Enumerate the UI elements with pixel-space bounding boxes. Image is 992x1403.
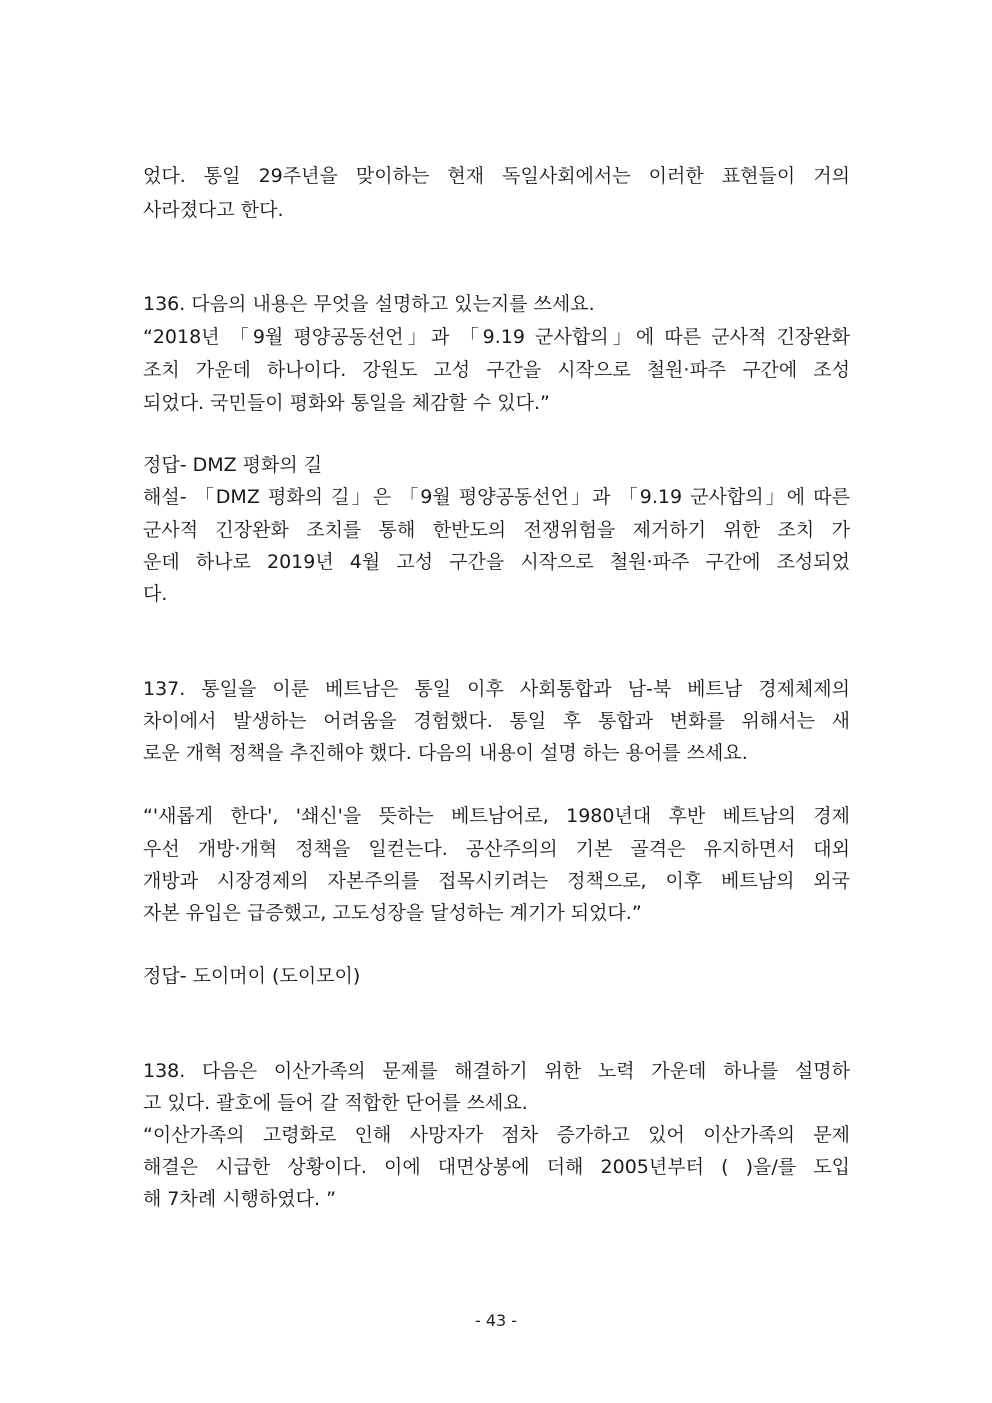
quote-138-line: 해 7차례 시행하였다. ” (143, 1188, 336, 1210)
intro-line: 었다. 통일 29주년을 맞이하는 현재 독일사회에서는 이러한 표현들이 거의 (143, 165, 850, 187)
answer-137: 정답- 도이머이 (도이모이) (143, 965, 361, 987)
quote-136-line: “2018년 「9월 평양공동선언」과 「9.19 군사합의」에 따른 군사적 긴장완화 (143, 326, 850, 348)
quote-138-line: “이산가족의 고령화로 인해 사망자가 점차 증가하고 있어 이산가족의 문제 (143, 1124, 850, 1146)
quote-137-line: 우선 개방·개혁 정책을 일컫는다. 공산주의의 기본 골격은 유지하면서 대외 (143, 838, 850, 860)
explanation-136-line: 다. (143, 583, 168, 605)
explanation-136-line: 군사적 긴장완화 조치를 통해 한반도의 전쟁위험을 제거하기 위한 조치 가 (143, 519, 850, 541)
quote-136-line: 되었다. 국민들이 평화와 통일을 체감할 수 있다.” (143, 392, 550, 414)
intro-line: 사라졌다고 한다. (143, 199, 284, 221)
question-137-line: 로운 개혁 정책을 추진해야 했다. 다음의 내용이 설명 하는 용어를 쓰세요. (143, 742, 748, 764)
question-137-line: 137. 통일을 이룬 베트남은 통일 이후 사회통합과 남-북 베트남 경제체제의 (143, 678, 850, 700)
explanation-136-line: 운데 하나로 2019년 4월 고성 구간을 시작으로 철원·파주 구간에 조성되었 (143, 551, 850, 573)
quote-137-line: 개방과 시장경제의 자본주의를 접목시키려는 정책으로, 이후 베트남의 외국 (143, 870, 850, 892)
question-138-line: 고 있다. 괄호에 들어 갈 적합한 단어를 쓰세요. (143, 1092, 528, 1114)
quote-137-line: 자본 유입은 급증했고, 고도성장을 달성하는 계기가 되었다.” (143, 902, 642, 924)
answer-136: 정답- DMZ 평화의 길 (143, 454, 323, 476)
page-number: - 43 - (474, 1311, 518, 1330)
question-137-line: 차이에서 발생하는 어려움을 경험했다. 통일 후 통합과 변화를 위해서는 새 (143, 710, 850, 732)
question-136: 136. 다음의 내용은 무엇을 설명하고 있는지를 쓰세요. (143, 293, 595, 315)
quote-138-line: 해결은 시급한 상황이다. 이에 대면상봉에 더해 2005년부터 ( )을/를 도입 (143, 1156, 850, 1178)
question-138-line: 138. 다음은 이산가족의 문제를 해결하기 위한 노력 가운데 하나를 설명하 (143, 1060, 850, 1082)
quote-136-line: 조치 가운데 하나이다. 강원도 고성 구간을 시작으로 철원·파주 구간에 조성 (143, 359, 850, 381)
explanation-136-line: 해설- 「DMZ 평화의 길」은 「9월 평양공동선언」과 「9.19 군사합의」에 따른 (143, 486, 850, 508)
quote-137-line: “'새롭게 한다', '쇄신'을 뜻하는 베트남어로, 1980년대 후반 베트남의 경제 (143, 805, 850, 827)
